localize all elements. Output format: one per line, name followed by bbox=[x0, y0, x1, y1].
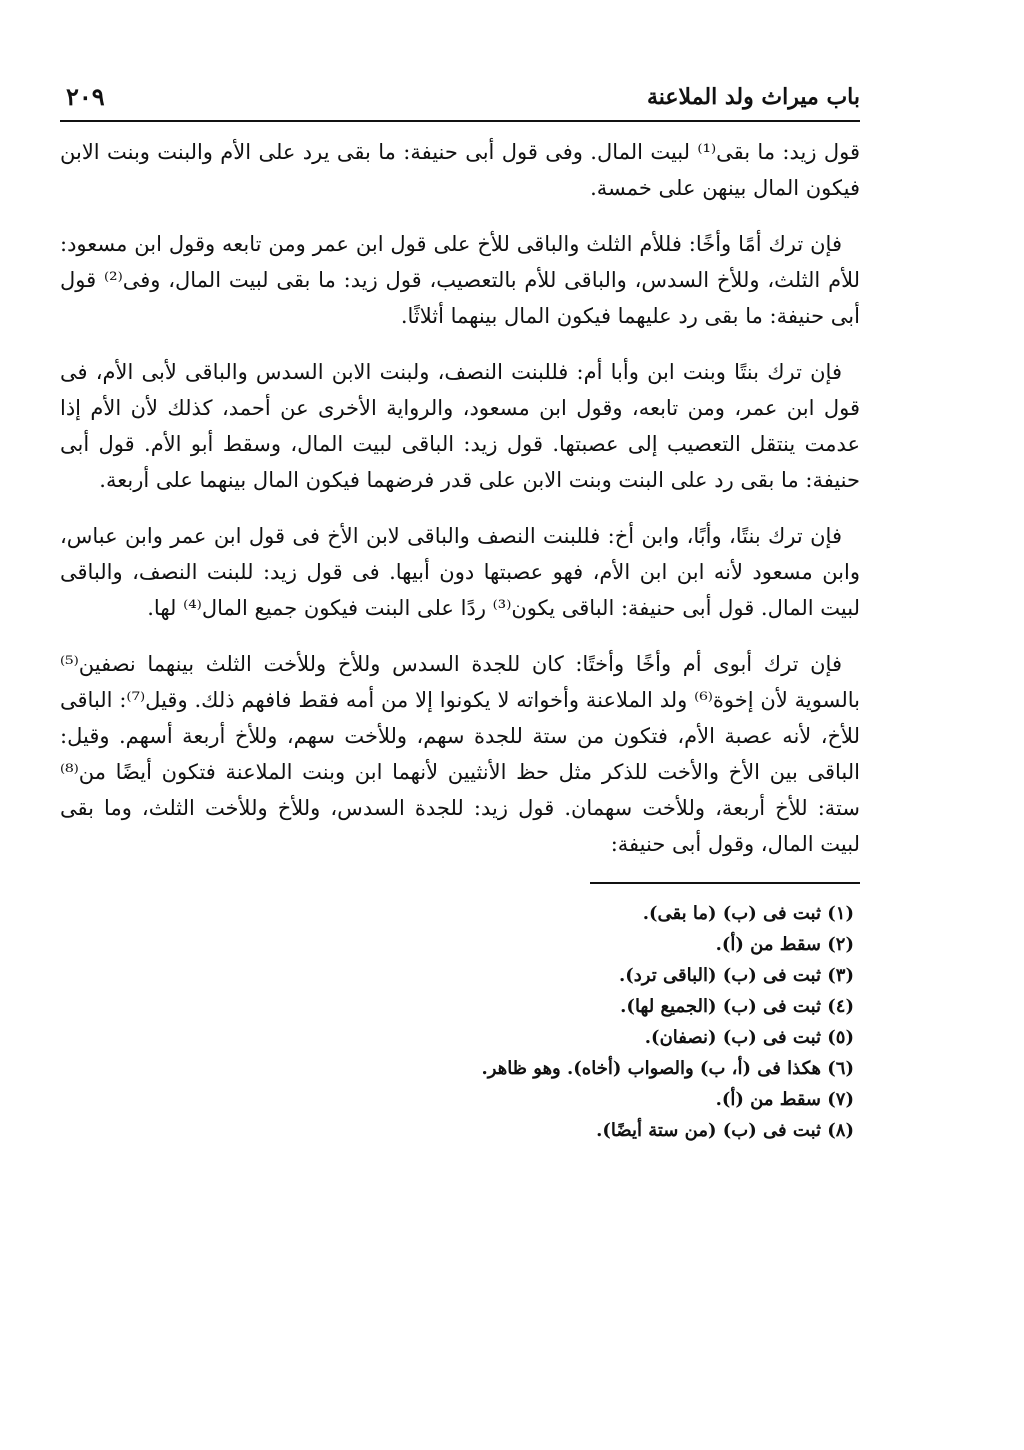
header-rule bbox=[60, 120, 860, 122]
paragraph-4: فإن ترك بنتًا، وأبًا، وابن أخ: فللبنت النصف والباقى لابن الأخ فى قول ابن عمر وابن عباس، وابن مسعود لأنه ابن ابن الأم، فهو عصبتها دون أبيها. فى قول زيد: للبنت النصف، والباقى لبيت المال. قول أبى حنيفة: الباقى يكون⁽³⁾ ردًا على البنت فيكون جميع المال⁽⁴⁾ لها. bbox=[60, 524, 860, 620]
footnote-7: (٧) سقط من (أ). bbox=[715, 1089, 854, 1110]
footnote-4: (٤) ثبت فى (ب) (الجميع لها). bbox=[620, 996, 854, 1017]
footnote-rule bbox=[590, 882, 860, 884]
footnote-1: (١) ثبت فى (ب) (ما بقى). bbox=[642, 903, 854, 924]
paragraph-1: قول زيد: ما بقى⁽¹⁾ لبيت المال. وفى قول أبى حنيفة: ما بقى يرد على الأم والبنت وبنت الابن فيكون المال بينهن على خمسة. bbox=[60, 140, 861, 200]
footnote-6: (٦) هكذا فى (أ، ب) والصواب (أخاه). وهو ظاهر. bbox=[481, 1058, 854, 1079]
footnote-3: (٣) ثبت فى (ب) (الباقى ترد). bbox=[618, 965, 854, 986]
body-text bbox=[60, 134, 860, 862]
paragraph-3: فإن ترك بنتًا وبنت ابن وأبا أم: فللبنت النصف، ولبنت الابن السدس والباقى لأبى الأم، فى قول ابن عمر، ومن تابعه، وقول ابن مسعود، والرواية الأخرى عن أحمد، كذلك لأن الأم إذا عدمت ينتقل التعصيب إلى عصبتها. قول زيد: الباقى لبيت المال، وسقط أبو الأم. قول أبى حنيفة: ما بقى رد على البنت وبنت الابن على قدر فرضهما فيكون المال بينهما على أربعة. bbox=[60, 360, 860, 492]
page-number: ٢٠٩ bbox=[66, 82, 105, 111]
footnote-5: (٥) ثبت فى (ب) (نصفان). bbox=[644, 1027, 854, 1048]
running-head bbox=[60, 78, 860, 118]
footnotes bbox=[60, 898, 860, 1146]
footnote-8: (٨) ثبت فى (ب) (من ستة أيضًا). bbox=[596, 1120, 854, 1141]
chapter-title: باب ميراث ولد الملاعنة bbox=[647, 84, 860, 110]
footnote-2: (٢) سقط من (أ). bbox=[715, 934, 854, 955]
book-page bbox=[60, 78, 860, 1146]
paragraph-2: فإن ترك أمًا وأخًا: فللأم الثلث والباقى للأخ على قول ابن عمر ومن تابعه وقول ابن مسعود: للأم الثلث، وللأخ السدس، والباقى للأم بالتعصيب، قول زيد: ما بقى لبيت المال، وفى⁽²⁾ قول أبى حنيفة: ما بقى رد عليهما فيكون المال بينهما أثلاثًا. bbox=[60, 232, 861, 328]
paragraph-5: فإن ترك أبوى أم وأخًا وأختًا: كان للجدة السدس وللأخ وللأخت الثلث بينهما نصفين⁽⁵⁾ بالسوية لأن إخوة⁽⁶⁾ ولد الملاعنة وأخواته لا يكونوا إلا من أمه فقط فافهم ذلك. وقيل⁽⁷⁾: الباقى للأخ، لأنه عصبة الأم، فتكون من ستة للجدة سهم، وللأخت سهم، وللأخ أربعة أسهم. وقيل: الباقى بين الأخ والأخت للذكر مثل حظ الأنثيين لأنهما ابن وبنت الملاعنة فتكون أيضًا من⁽⁸⁾ ستة: للأخ أربعة، وللأخت سهمان. قول زيد: للجدة السدس، وللأخ وللأخت الثلث، وما بقى لبيت المال، وقول أبى حنيفة: bbox=[60, 652, 860, 856]
